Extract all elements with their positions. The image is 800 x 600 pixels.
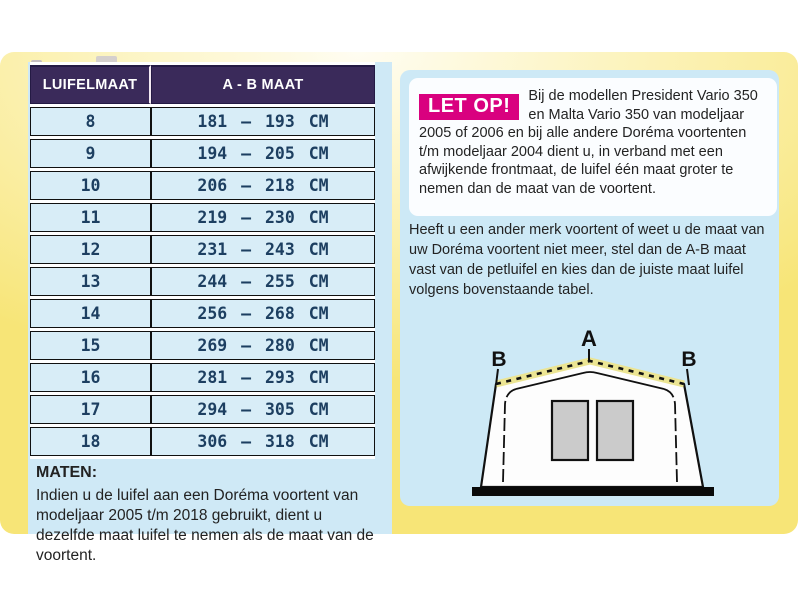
- table-row: [30, 203, 375, 232]
- cell-ab-maat: 281 – 293 CM: [151, 363, 375, 392]
- table-row: [30, 107, 375, 136]
- cell-luifelmaat: 8: [30, 107, 151, 136]
- window-left: [552, 401, 588, 460]
- cell-luifelmaat: 18: [30, 427, 151, 456]
- label-b-left: B: [491, 348, 507, 371]
- table-row: [30, 235, 375, 264]
- right-panel: [400, 70, 779, 506]
- left-panel: [28, 62, 392, 564]
- maten-body: Indien u de luifel aan een Doréma voortent van modeljaar 2005 t/m 2018 gebruikt, dient u dezelfde maat luifel te nemen als de maat van de voortent.: [36, 487, 374, 564]
- cell-luifelmaat: 10: [30, 171, 151, 200]
- cell-luifelmaat: 13: [30, 267, 151, 296]
- cell-ab-maat: 181 – 193 CM: [151, 107, 375, 136]
- letop-box: [409, 78, 777, 216]
- maten-title: MATEN:: [36, 464, 98, 481]
- size-table-body: [30, 107, 375, 456]
- table-row: [30, 299, 375, 328]
- table-row: [30, 331, 375, 360]
- cell-ab-maat: 269 – 280 CM: [151, 331, 375, 360]
- table-row: [30, 395, 375, 424]
- letop-badge: LET OP!: [419, 94, 519, 120]
- table-header-row: [30, 65, 375, 104]
- table-row: [30, 363, 375, 392]
- header-luifelmaat: LUIFELMAAT: [30, 65, 151, 104]
- size-table: [30, 62, 375, 459]
- tent-diagram: [448, 320, 780, 500]
- table-row: [30, 171, 375, 200]
- cell-ab-maat: 219 – 230 CM: [151, 203, 375, 232]
- maten-note: [28, 459, 392, 566]
- cell-luifelmaat: 12: [30, 235, 151, 264]
- cell-luifelmaat: 14: [30, 299, 151, 328]
- ground-line: [472, 487, 714, 496]
- label-a: A: [581, 326, 597, 351]
- window-right: [597, 401, 633, 460]
- cell-luifelmaat: 17: [30, 395, 151, 424]
- cell-ab-maat: 294 – 305 CM: [151, 395, 375, 424]
- ab-instruction-paragraph: Heeft u een ander merk voortent of weet u de maat van uw Doréma voortent niet meer, stel dan de A-B maat vast van de petluifel en kies dan de juiste maat luifel volgens bovenstaande tabel.: [409, 222, 765, 298]
- tick-b-right: [687, 369, 689, 385]
- cell-luifelmaat: 9: [30, 139, 151, 168]
- cell-luifelmaat: 11: [30, 203, 151, 232]
- cell-ab-maat: 306 – 318 CM: [151, 427, 375, 456]
- cell-ab-maat: 206 – 218 CM: [151, 171, 375, 200]
- cell-luifelmaat: 15: [30, 331, 151, 360]
- cell-ab-maat: 194 – 205 CM: [151, 139, 375, 168]
- table-row: [30, 427, 375, 456]
- letop-text: Bij de modellen President Vario 350 en Malta Vario 350 van modeljaar 2005 of 2006 en bij alle andere Doréma voortenten t/m modeljaar 2004 dient u, in verband met een afwijkende frontmaat, de luifel één maat groter te nemen dan de maat van de voortent.: [419, 88, 758, 197]
- cell-luifelmaat: 16: [30, 363, 151, 392]
- table-row: [30, 267, 375, 296]
- header-ab-maat: A - B MAAT: [151, 65, 375, 104]
- cell-ab-maat: 244 – 255 CM: [151, 267, 375, 296]
- table-row: [30, 139, 375, 168]
- cell-ab-maat: 231 – 243 CM: [151, 235, 375, 264]
- label-b-right: B: [681, 348, 697, 371]
- cell-ab-maat: 256 – 268 CM: [151, 299, 375, 328]
